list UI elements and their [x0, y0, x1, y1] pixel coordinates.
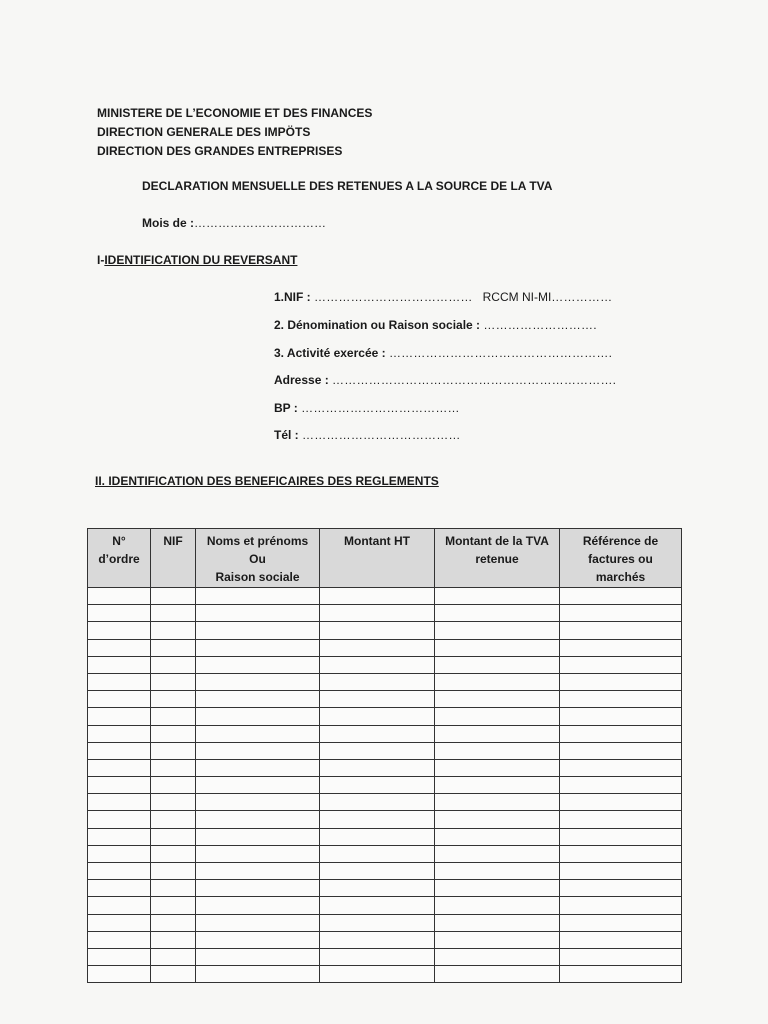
table-row: [88, 759, 682, 776]
table-cell: [320, 811, 435, 828]
address-dots: …………………………………………………………….: [332, 373, 617, 387]
table-cell: [435, 605, 560, 622]
activity-dots: ……………………………………………….: [388, 346, 613, 360]
po-box-field: [274, 401, 460, 415]
table-cell: [88, 880, 151, 897]
table-cell: [320, 863, 435, 880]
table-cell: [435, 673, 560, 690]
table-row: [88, 966, 682, 983]
beneficiaries-table: [87, 528, 682, 983]
table-cell: [560, 948, 682, 965]
section-1-heading: [97, 253, 297, 267]
table-cell: [151, 673, 196, 690]
table-cell: [320, 691, 435, 708]
table-cell: [151, 914, 196, 931]
table-cell: [560, 622, 682, 639]
table-cell: [435, 811, 560, 828]
address-label: Adresse :: [274, 373, 329, 387]
table-row: [88, 828, 682, 845]
table-cell: [560, 691, 682, 708]
document-title: DECLARATION MENSUELLE DES RETENUES A LA SOURCE DE LA TVA: [142, 179, 553, 193]
table-cell: [320, 673, 435, 690]
table-cell: [151, 828, 196, 845]
table-cell: [196, 605, 320, 622]
col-order-number: N° d’ordre: [88, 529, 151, 588]
table-cell: [560, 588, 682, 605]
table-cell: [88, 897, 151, 914]
table-cell: [560, 605, 682, 622]
table-row: [88, 777, 682, 794]
table-row: [88, 605, 682, 622]
table-cell: [320, 880, 435, 897]
table-cell: [320, 897, 435, 914]
table-row: [88, 897, 682, 914]
phone-dots: …………………………………: [302, 428, 461, 442]
table-cell: [560, 811, 682, 828]
table-cell: [151, 845, 196, 862]
denomination-label: 2. Dénomination ou Raison sociale :: [274, 318, 481, 332]
activity-label: 3. Activité exercée :: [274, 346, 386, 360]
table-cell: [88, 931, 151, 948]
table-cell: [151, 605, 196, 622]
table-cell: [151, 742, 196, 759]
table-cell: [151, 759, 196, 776]
table-cell: [196, 742, 320, 759]
table-row: [88, 622, 682, 639]
table-cell: [88, 966, 151, 983]
denomination-field: [274, 318, 597, 332]
table-cell: [560, 828, 682, 845]
table-cell: [320, 708, 435, 725]
table-cell: [151, 588, 196, 605]
phone-label: Tél :: [274, 428, 299, 442]
nif-label: 1.NIF :: [274, 290, 311, 304]
table-row: [88, 691, 682, 708]
table-cell: [560, 759, 682, 776]
table-cell: [320, 777, 435, 794]
table-row: [88, 708, 682, 725]
table-cell: [435, 639, 560, 656]
table-cell: [196, 759, 320, 776]
table-cell: [320, 845, 435, 862]
table-header-row: [88, 529, 682, 588]
table-cell: [320, 948, 435, 965]
table-cell: [560, 914, 682, 931]
issuing-authority: [97, 104, 372, 161]
table-cell: [196, 639, 320, 656]
table-body: [88, 588, 682, 983]
table-cell: [196, 725, 320, 742]
section-2-heading: II. IDENTIFICATION DES BENEFICAIRES DES REGLEMENTS: [95, 474, 439, 488]
table-cell: [560, 708, 682, 725]
table-cell: [88, 622, 151, 639]
table-cell: [88, 673, 151, 690]
table-cell: [435, 742, 560, 759]
table-cell: [196, 673, 320, 690]
table-cell: [320, 914, 435, 931]
table-cell: [435, 622, 560, 639]
table-row: [88, 948, 682, 965]
table-row: [88, 914, 682, 931]
table-row: [88, 811, 682, 828]
table-cell: [435, 931, 560, 948]
table-cell: [560, 673, 682, 690]
table-cell: [560, 725, 682, 742]
table-cell: [196, 622, 320, 639]
rccm-label: RCCM NI-MI: [482, 290, 552, 304]
table-cell: [196, 777, 320, 794]
month-field: [142, 216, 326, 230]
table-cell: [435, 948, 560, 965]
activity-field: [274, 346, 612, 360]
table-cell: [435, 880, 560, 897]
table-cell: [151, 811, 196, 828]
table-cell: [151, 931, 196, 948]
table-cell: [151, 948, 196, 965]
table-cell: [435, 691, 560, 708]
table-cell: [320, 656, 435, 673]
table-cell: [560, 656, 682, 673]
table-cell: [151, 622, 196, 639]
table-cell: [151, 691, 196, 708]
table-cell: [151, 708, 196, 725]
table-cell: [151, 777, 196, 794]
table-cell: [560, 880, 682, 897]
table-cell: [88, 588, 151, 605]
table-cell: [151, 639, 196, 656]
table-cell: [88, 914, 151, 931]
table-cell: [88, 605, 151, 622]
table-cell: [151, 966, 196, 983]
table-cell: [435, 759, 560, 776]
table-cell: [435, 845, 560, 862]
table-cell: [320, 639, 435, 656]
table-cell: [560, 639, 682, 656]
col-invoice-reference: Référence de factures ou marchés: [560, 529, 682, 588]
directorate-line: DIRECTION DES GRANDES ENTREPRISES: [97, 144, 343, 158]
table-cell: [560, 794, 682, 811]
table-cell: [320, 759, 435, 776]
table-cell: [435, 828, 560, 845]
table-cell: [320, 605, 435, 622]
table-cell: [435, 708, 560, 725]
table-cell: [560, 777, 682, 794]
table-cell: [196, 897, 320, 914]
table-cell: [88, 708, 151, 725]
table-row: [88, 639, 682, 656]
table-cell: [196, 880, 320, 897]
table-row: [88, 863, 682, 880]
table-cell: [196, 708, 320, 725]
address-field: [274, 373, 616, 387]
table-row: [88, 588, 682, 605]
table-cell: [196, 914, 320, 931]
table-cell: [88, 759, 151, 776]
directorate-general-line: DIRECTION GENERALE DES IMPÖTS: [97, 125, 311, 139]
table-cell: [560, 742, 682, 759]
table-cell: [196, 966, 320, 983]
section-1-title: IDENTIFICATION DU REVERSANT: [104, 253, 298, 267]
table-cell: [88, 777, 151, 794]
table-cell: [196, 948, 320, 965]
table-row: [88, 931, 682, 948]
table-cell: [88, 828, 151, 845]
table-cell: [435, 914, 560, 931]
table-cell: [320, 725, 435, 742]
table-cell: [435, 656, 560, 673]
table-cell: [320, 828, 435, 845]
table-row: [88, 742, 682, 759]
denomination-dots: ……………………….: [483, 318, 597, 332]
po-box-label: BP :: [274, 401, 298, 415]
table-cell: [435, 794, 560, 811]
table-row: [88, 725, 682, 742]
col-nif: NIF: [151, 529, 196, 588]
table-cell: [196, 863, 320, 880]
table-cell: [435, 588, 560, 605]
table-row: [88, 673, 682, 690]
month-label: Mois de :: [142, 216, 195, 230]
col-name: Noms et prénoms Ou Raison sociale: [196, 529, 320, 588]
table-cell: [560, 897, 682, 914]
table-row: [88, 880, 682, 897]
col-vat-withheld: Montant de la TVA retenue: [435, 529, 560, 588]
table-cell: [88, 691, 151, 708]
table-cell: [151, 725, 196, 742]
table-cell: [196, 656, 320, 673]
table-cell: [151, 880, 196, 897]
table-cell: [560, 863, 682, 880]
table-cell: [560, 845, 682, 862]
table-cell: [151, 897, 196, 914]
table-cell: [196, 828, 320, 845]
table-cell: [320, 742, 435, 759]
section-1-prefix: I-: [97, 253, 105, 267]
table-cell: [88, 863, 151, 880]
rccm-dots: ……………: [551, 290, 613, 304]
table-cell: [88, 639, 151, 656]
table-cell: [88, 742, 151, 759]
table-cell: [88, 656, 151, 673]
table-cell: [88, 845, 151, 862]
table-cell: [560, 931, 682, 948]
table-cell: [320, 966, 435, 983]
table-cell: [320, 931, 435, 948]
table-cell: [196, 931, 320, 948]
table-cell: [88, 811, 151, 828]
table-cell: [196, 794, 320, 811]
table-cell: [88, 725, 151, 742]
table-cell: [196, 845, 320, 862]
table-cell: [320, 588, 435, 605]
table-cell: [435, 777, 560, 794]
nif-dots: …………………………………: [314, 290, 473, 304]
phone-field: [274, 428, 461, 442]
table-cell: [435, 725, 560, 742]
table-cell: [196, 588, 320, 605]
po-box-dots: …………………………………: [301, 401, 460, 415]
month-dots: ……………………………: [194, 216, 327, 230]
nif-field: [274, 290, 612, 304]
table-cell: [88, 794, 151, 811]
table-row: [88, 656, 682, 673]
table-row: [88, 794, 682, 811]
table-row: [88, 845, 682, 862]
table-cell: [435, 966, 560, 983]
table-cell: [196, 811, 320, 828]
table-cell: [151, 794, 196, 811]
table-cell: [151, 863, 196, 880]
table-cell: [435, 863, 560, 880]
table-cell: [196, 691, 320, 708]
table-cell: [320, 622, 435, 639]
table-cell: [88, 948, 151, 965]
ministry-line: MINISTERE DE L’ECONOMIE ET DES FINANCES: [97, 106, 373, 120]
col-amount-ht: Montant HT: [320, 529, 435, 588]
table-cell: [435, 897, 560, 914]
table-cell: [560, 966, 682, 983]
table-cell: [320, 794, 435, 811]
table-cell: [151, 656, 196, 673]
